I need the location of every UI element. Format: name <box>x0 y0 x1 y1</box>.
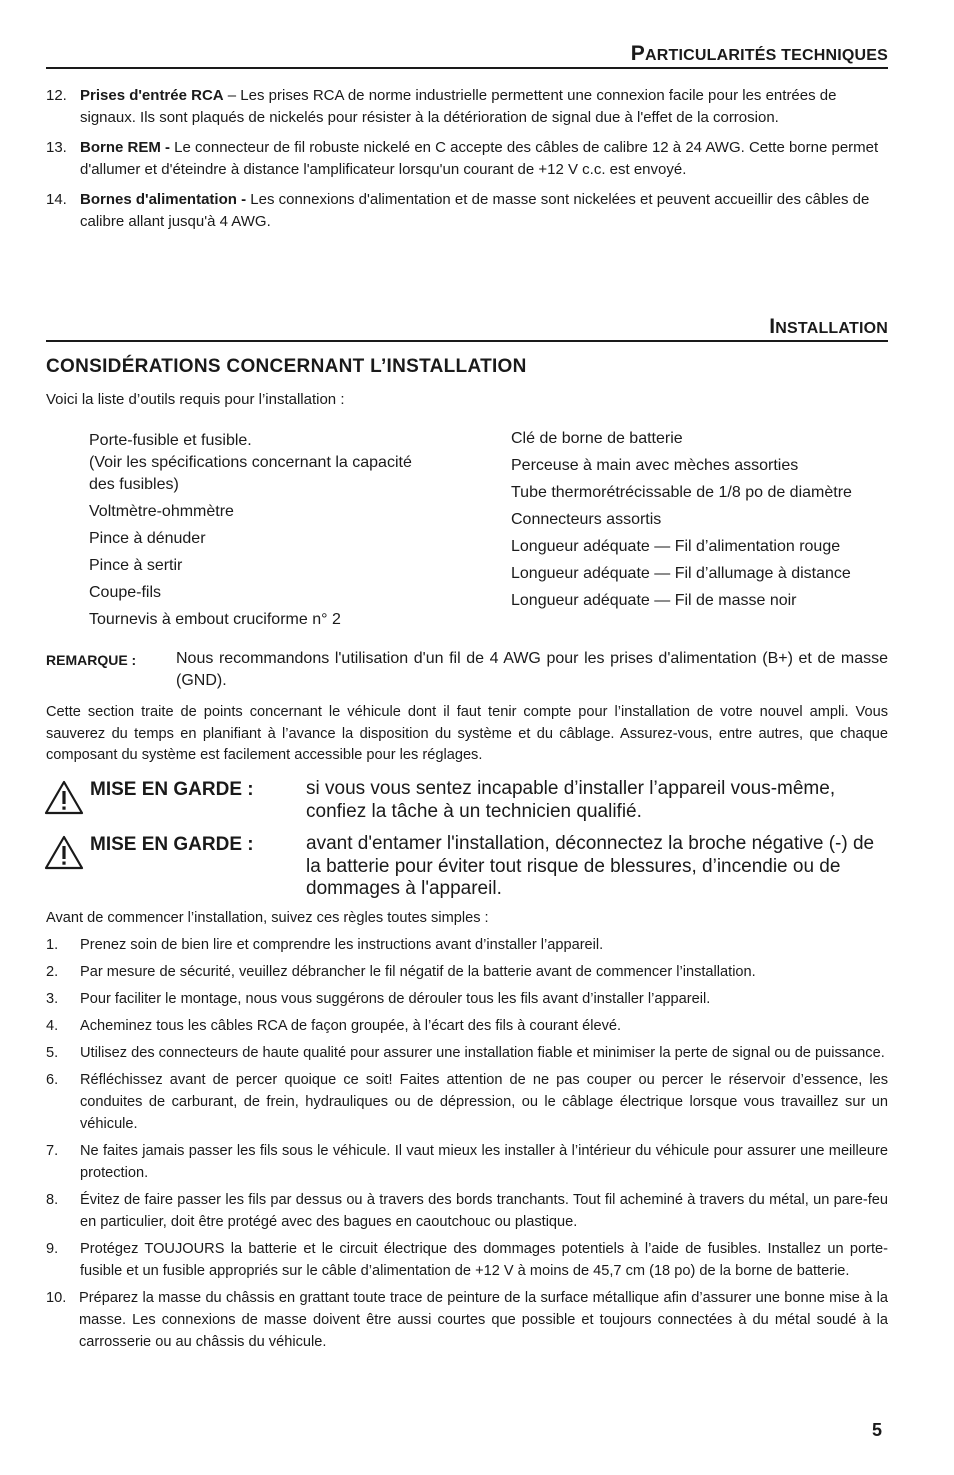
rule-item-3 <box>46 988 888 1010</box>
item-number: 14. <box>46 191 67 208</box>
tool-item: Tube thermorétrécissable de 1/8 po de diamètre <box>511 484 852 501</box>
rule-number: 1. <box>46 937 59 953</box>
tool-item: Connecteurs assortis <box>511 511 662 528</box>
header-installation <box>46 315 888 342</box>
rule-text: Évitez de faire passer les fils par dessus ou à travers des bords tranchants. Tout fil acheminé à travers du métal, un pare-feu en particulier, doit être protégé avec des bagues en caoutchouc ou plastique. <box>80 1192 888 1230</box>
warning-text: avant d'entamer l'installation, déconnectez la broche négative (-) de la batterie pour éviter tout risque de blessures, d’incendie ou de dommages à l'appareil. <box>306 833 875 899</box>
warning-label: MISE EN GARDE : <box>90 834 254 855</box>
rule-text: Protégez TOUJOURS la batterie et le circuit électrique des dommages potentiels à l’aide de fusibles. Installez un porte-fusible et un fusible appropriés sur le câble d’alimentation de +12 V à moins de 45,7 cm (18 po) de la borne de batterie. <box>80 1241 888 1279</box>
item-number: 12. <box>46 87 67 104</box>
item-term: Prises d'entrée RCA <box>80 87 224 104</box>
rule-number: 3. <box>46 991 59 1007</box>
rule-number: 2. <box>46 964 59 980</box>
header-installation-initial: I <box>769 315 776 338</box>
warning-label: MISE EN GARDE : <box>90 779 254 800</box>
rule-number: 6. <box>46 1072 59 1088</box>
note-label: REMARQUE : <box>46 652 137 668</box>
rule-item-7 <box>46 1140 888 1184</box>
tool-item: Longueur adéquate — Fil d’alimentation rouge <box>511 538 841 555</box>
warning-block-2 <box>44 833 889 901</box>
rule-item-1 <box>46 934 888 956</box>
technical-item-13 <box>46 137 888 180</box>
header-technical-initial: P <box>630 42 645 65</box>
tools-list-left <box>89 430 419 636</box>
rule-text: Préparez la masse du châssis en grattant toute trace de peinture de la surface métallique afin d’assurer une bonne mise à la masse. Les connexions de masse doivent être aussi courtes que possible et toujours connectées à du métal soudé à la carrosserie ou au châssis du véhicule. <box>79 1290 888 1350</box>
item-description: Le connecteur de fil robuste nickelé en C accepte des câbles de calibre 12 à 24 AWG. Cette borne permet d'allumer et d'éteindre à distance l'amplificateur lorsqu'un courant de +12 V c.c. est envoyé. <box>80 139 879 178</box>
tools-intro: Voici la liste d’outils requis pour l’installation : <box>46 391 345 408</box>
tool-item: Perceuse à main avec mèches assorties <box>511 457 799 474</box>
tool-item: Tournevis à embout cruciforme n° 2 <box>89 611 341 628</box>
rule-number: 9. <box>46 1241 59 1257</box>
tool-item: (Voir les spécifications concernant la capacité des fusibles) <box>89 454 412 493</box>
item-description: – Les prises RCA de norme industrielle permettent une connexion facile pour les entrées de signaux. Ils sont plaqués de nickelés pour résister à la détérioration de signal due à l'effet de la corrosion. <box>80 87 837 126</box>
warning-triangle-icon <box>44 780 84 816</box>
rule-number: 5. <box>46 1045 59 1061</box>
warning-block-1 <box>44 778 889 823</box>
item-term: Bornes d'alimentation - <box>80 191 247 208</box>
rule-text: Ne faites jamais passer les fils sous le véhicule. Il vaut mieux les installer à l’intérieur du véhicule pour assurer une meilleure protection. <box>80 1143 888 1181</box>
rule-text: Utilisez des connecteurs de haute qualité pour assurer une installation fiable et minimiser la perte de signal ou de puissance. <box>80 1045 885 1061</box>
item-number: 13. <box>46 139 67 156</box>
tool-item: Porte-fusible et fusible. <box>89 432 252 449</box>
tool-item: Longueur adéquate — Fil de masse noir <box>511 592 797 609</box>
page-number: 5 <box>872 1420 883 1440</box>
rule-number: 7. <box>46 1143 59 1159</box>
rule-text: Par mesure de sécurité, veuillez débrancher le fil négatif de la batterie avant de commencer l’installation. <box>80 964 756 980</box>
rule-number: 4. <box>46 1018 59 1034</box>
tools-list-right <box>511 428 901 617</box>
rule-number: 10. <box>46 1290 67 1306</box>
rule-text: Pour faciliter le montage, nous vous suggérons de dérouler tous les fils avant d’installer l’appareil. <box>80 991 711 1007</box>
warning-triangle-icon <box>44 835 84 871</box>
considerations-title: CONSIDÉRATIONS CONCERNANT L’INSTALLATION <box>46 356 527 377</box>
tool-item: Clé de borne de batterie <box>511 430 683 447</box>
tool-item: Pince à dénuder <box>89 530 206 547</box>
note-text: Nous recommandons l'utilisation d'un fil de 4 AWG pour les prises d'alimentation (B+) et de masse (GND). <box>176 650 888 689</box>
tool-item: Longueur adéquate — Fil d’allumage à distance <box>511 565 851 582</box>
item-description: Les connexions d'alimentation et de masse sont nickelées et peuvent accueillir des câbles de calibre allant jusqu'à 4 AWG. <box>80 191 870 230</box>
header-technical-rest: ARTICULARITÉS TECHNIQUES <box>644 47 888 64</box>
tool-item: Pince à sertir <box>89 557 183 574</box>
rule-text: Prenez soin de bien lire et comprendre les instructions avant d’installer l’appareil. <box>80 937 604 953</box>
rule-text: Acheminez tous les câbles RCA de façon groupée, à l’écart des fils à courant élevé. <box>80 1018 622 1034</box>
technical-features-list <box>46 85 888 241</box>
tool-item: Voltmètre-ohmmètre <box>89 503 234 520</box>
rule-item-5 <box>46 1042 888 1064</box>
rule-item-10 <box>46 1287 888 1353</box>
technical-item-12 <box>46 85 888 128</box>
section-paragraph: Cette section traite de points concernant le véhicule dont il faut tenir compte pour l’installation de votre nouvel ampli. Vous sauverez du temps en planifiant à l’avance la disposition du système et du câblage. Assurez-vous, entre autres, que chaque composant du système est facilement accessible pour les réglages. <box>46 704 888 763</box>
rule-item-9 <box>46 1238 888 1282</box>
rules-intro: Avant de commencer l’installation, suivez ces règles toutes simples : <box>46 910 489 926</box>
rule-item-2 <box>46 961 888 983</box>
technical-item-14 <box>46 189 888 232</box>
rule-item-8 <box>46 1189 888 1233</box>
rule-number: 8. <box>46 1192 59 1208</box>
tool-item: Coupe-fils <box>89 584 162 601</box>
header-installation-rest: NSTALLATION <box>775 320 888 337</box>
note-block <box>46 648 888 692</box>
rule-item-4 <box>46 1015 888 1037</box>
warning-text: si vous vous sentez incapable d’installer l’appareil vous-même, confiez la tâche à un technicien qualifié. <box>306 778 836 822</box>
rule-item-6 <box>46 1069 888 1135</box>
rule-text: Réfléchissez avant de percer quoique ce soit! Faites attention de ne pas couper ou percer le réservoir d’essence, les conduites de carburant, de frein, hydrauliques ou de dépression, ou le câblage électrique lorsque vous travaillez sur un véhicule. <box>80 1072 888 1132</box>
item-term: Borne REM - <box>80 139 170 156</box>
installation-rules-list <box>46 934 888 1358</box>
header-technical-features <box>46 42 888 69</box>
